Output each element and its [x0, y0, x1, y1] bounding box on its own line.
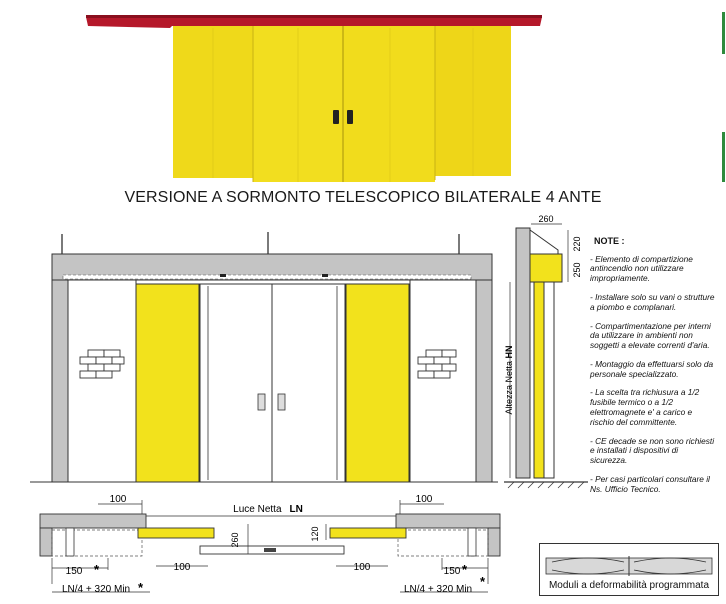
handle-left-icon: [333, 110, 339, 124]
note-item: - Elemento di compartizione antincendio non utilizzare impropriamente.: [590, 253, 693, 284]
clear-opening-label: Luce Netta LN: [233, 504, 303, 515]
door-panels: [173, 26, 511, 182]
asterisk-left-150: *: [94, 562, 100, 577]
note-item: - Installare solo su vani o strutture a piombo e complanari.: [590, 291, 715, 312]
dim-right-100: 100: [415, 494, 433, 505]
dim-right-150: 150: [443, 566, 461, 577]
height-label: Altezza Netta HN: [504, 345, 514, 415]
beam-yellow: [530, 254, 562, 282]
wall-plan-left-end: [40, 528, 52, 556]
dim-inner-left-100: 100: [173, 562, 191, 573]
top-rail-edge: [86, 15, 542, 18]
legend-box: [539, 543, 719, 596]
leaf-section-yellow: [534, 282, 544, 478]
leaf-plan-yellow-left: [138, 528, 214, 538]
handle-right-icon: [278, 394, 285, 410]
panel-outer-left: [68, 280, 136, 482]
note-item: - CE decade se non sono richiesti e installati i dispositivi di sicurezza.: [590, 435, 715, 466]
note-item: - Montaggio da effettuarsi solo da personale specializzato.: [590, 358, 714, 379]
dim-depth-260: 260: [230, 532, 240, 548]
dim-inner-right-100: 100: [353, 562, 371, 573]
front-elevation: [0, 226, 500, 494]
notes-panel: [590, 236, 716, 503]
accent-mark-mid: [722, 132, 725, 182]
wall-plan-right: [396, 514, 500, 528]
dim-depth-120: 120: [310, 526, 320, 542]
side-section: [502, 212, 592, 492]
leaf-yellow-left: [136, 284, 199, 482]
asterisk-formula-left: *: [138, 580, 144, 595]
wall-plan-left: [40, 514, 146, 528]
min-formula-right: LN/4 + 320 Min: [404, 584, 473, 595]
dim-left-100: 100: [109, 494, 127, 505]
plan-view: [0, 488, 540, 604]
dim-left-150: 150: [65, 566, 83, 577]
leaf-white-right: [272, 284, 345, 482]
wall-left: [52, 280, 68, 482]
notes-heading: NOTE :: [594, 236, 625, 246]
deformable-modules-icon: [540, 550, 718, 582]
wall-plan-right-end: [488, 528, 500, 556]
guide-rail: [63, 275, 471, 279]
panel-outer-right: [410, 280, 476, 482]
leaf-yellow-right: [346, 284, 409, 482]
leaf-plan-yellow-right: [330, 528, 406, 538]
asterisk-right-150: *: [462, 562, 468, 577]
asterisk-formula-right: *: [480, 574, 486, 589]
wall-right: [476, 280, 492, 482]
note-item: - La scelta tra richiusura a 1/2 fusibile termico o a 1/2 elettromagnete e' a carico e rischio del committente.: [590, 387, 700, 427]
handle-right-icon: [347, 110, 353, 124]
lifting-posts: [62, 232, 459, 256]
handle-left-icon: [258, 394, 265, 410]
note-item: - Per casi particolari consultare il Ns. Ufficio Tecnico.: [590, 473, 710, 494]
wall-section: [516, 228, 530, 478]
legend-label: Moduli a deformabilità programmata: [548, 580, 710, 591]
beam-bracket: [530, 230, 558, 254]
accent-mark-top: [722, 12, 725, 54]
dim-top-height: 220: [572, 236, 582, 252]
note-item: - Compartimentazione per interni da utilizzare in ambienti non soggetti a elevate correnti d'aria.: [590, 320, 711, 351]
dim-top-width: 260: [538, 214, 554, 224]
min-formula-left: LN/4 + 320 Min: [62, 584, 131, 595]
leaf-section-grey: [544, 282, 554, 478]
leaf-white-left: [200, 284, 272, 482]
door-render: [0, 0, 726, 190]
dim-beam-height: 250: [572, 262, 582, 278]
drawing-title: VERSIONE A SORMONTO TELESCOPICO BILATERALE 4 ANTE: [124, 189, 602, 206]
